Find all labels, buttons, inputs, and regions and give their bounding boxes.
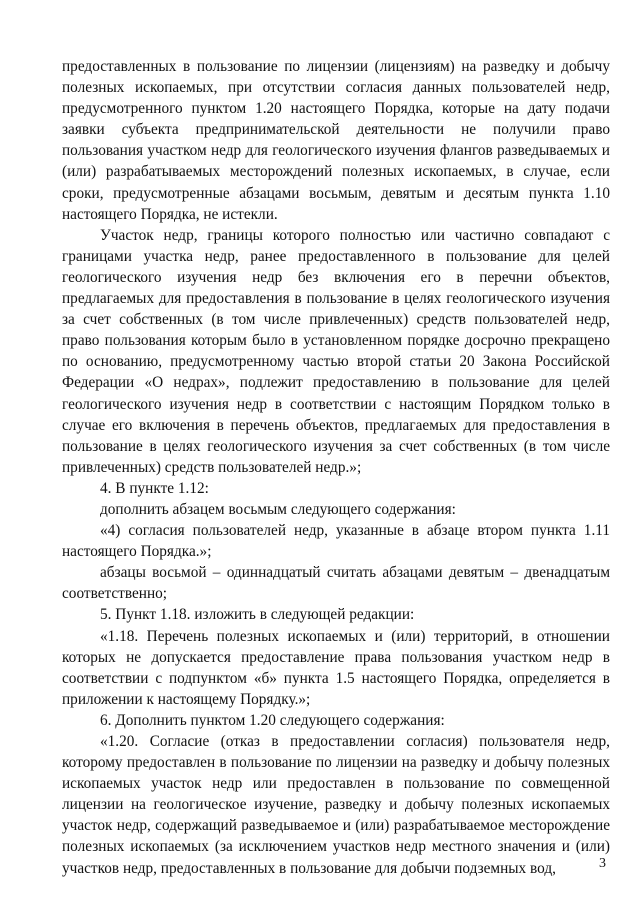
paragraph-subsoil-plot: Участок недр, границы которого полностью или частично совпадают с границами участка недр, ранее предоставленного в пользование для целей геологического изучения недр без включения его в перечни объектов, предлагаемых для предоставления в пользование в целях геологического изучения за счет собственных (в том числе привлеченных) средств пользователей недр, право пользования которым было в установленном порядке досрочно прекращено по основанию, предусмотренному частью второй статьи 20 Закона Российской Федерации «О недрах», подлежит предоставлению в пользование для целей геологического изучения недр в соответствии с настоящим Порядком только в случае его включения в перечень объектов, предлагаемых для предоставления в пользование в целях геологического изучения за счет собственных (в том числе привлеченных) средств пользователей недр.»; [62, 226, 610, 476]
paragraph-renumber: абзацы восьмой – одиннадцатый считать абзацами девятым – двенадцатым соответственно; [62, 564, 610, 603]
paragraph-quote-1-20: «1.20. Согласие (отказ в предоставлении согласия) пользователя недр, которому предоставлен в пользование по лицензии на разведку и добычу полезных ископаемых участок недр или предоставлен в пользование по совмещенной лицензии на геологическое изучение, разведку и добычу полезных ископаемых участок недр, содержащий разведываемое и (или) разрабатываемое месторождение полезных ископаемых (за исключением участков недр местного значения и (или) участков недр, предоставленных в пользование для добычи подземных вод, [62, 733, 610, 877]
paragraph-item-6: 6. Дополнить пунктом 1.20 следующего содержания: [100, 711, 445, 729]
paragraph-continuation: предоставленных в пользование по лицензии (лицензиям) на разведку и добычу полезных ископаемых, при отсутствии согласия данных пользователей недр, предусмотренного пунктом 1.20 настоящего Порядка, которые на дату подачи заявки субъекта предпринимательской деятельности не получили право пользования участком недр для геологического изучения флангов разведываемых и (или) разрабатываемых месторождений полезных ископаемых, в случае, если сроки, предусмотренные абзацами восьмым, девятым и десятым пункта 1.10 настоящего Порядка, не истекли. [62, 58, 610, 223]
document-body [62, 56, 610, 879]
paragraph-item-5: 5. Пункт 1.18. изложить в следующей редакции: [100, 606, 415, 624]
paragraph-item-4: 4. В пункте 1.12: [100, 479, 209, 497]
paragraph-quote-1-18: «1.18. Перечень полезных ископаемых и (или) территорий, в отношении которых не допускается предоставление права пользования участком недр в соответствии с подпунктом «б» пункта 1.5 настоящего Порядка, определяется в приложении к настоящему Порядку.»; [62, 627, 610, 708]
page-number: 3 [599, 856, 606, 871]
paragraph-quote-4: «4) согласия пользователей недр, указанные в абзаце втором пункта 1.11 настоящего Порядка.»; [62, 522, 610, 561]
paragraph-add-abzac-8: дополнить абзацем восьмым следующего содержания: [100, 500, 456, 518]
